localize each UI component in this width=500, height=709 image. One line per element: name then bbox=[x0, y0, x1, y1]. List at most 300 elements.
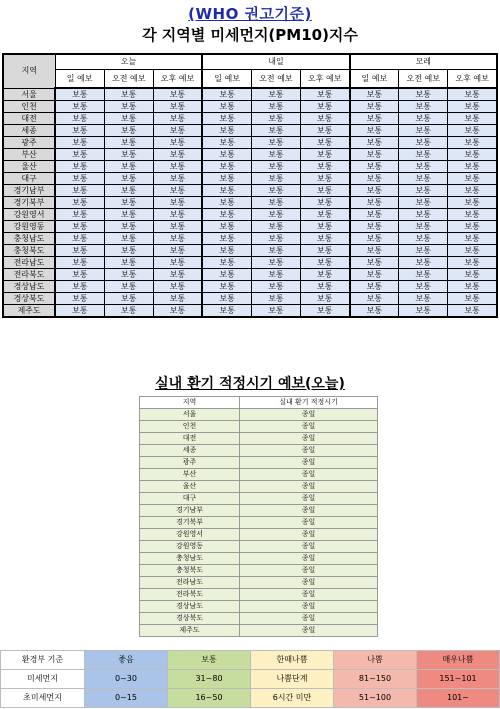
temporarily-bad-note-2 bbox=[251, 689, 334, 708]
ventilation-value: 종일 bbox=[240, 481, 378, 493]
forecast-value: 보통 bbox=[153, 113, 202, 125]
forecast-value: 보통 bbox=[202, 101, 251, 113]
region-name: 충청남도 bbox=[3, 233, 55, 245]
forecast-value: 보통 bbox=[153, 101, 202, 113]
ventilation-value: 종일 bbox=[240, 553, 378, 565]
ventilation-row bbox=[140, 565, 378, 577]
forecast-value: 보통 bbox=[399, 257, 448, 269]
ventilation-row bbox=[140, 445, 378, 457]
ventilation-row bbox=[140, 457, 378, 469]
forecast-value: 보통 bbox=[153, 293, 202, 305]
forecast-value: 보통 bbox=[350, 281, 399, 293]
forecast-row bbox=[3, 173, 497, 185]
region-name: 전라남도 bbox=[3, 257, 55, 269]
forecast-value: 보통 bbox=[448, 149, 497, 161]
period-header: 오전 예보 bbox=[399, 70, 448, 89]
forecast-value: 보통 bbox=[104, 161, 153, 173]
forecast-value: 보통 bbox=[55, 101, 104, 113]
day-header-today: 오늘 bbox=[55, 54, 202, 70]
forecast-row bbox=[3, 305, 497, 318]
ventilation-row bbox=[140, 421, 378, 433]
forecast-value: 보통 bbox=[104, 88, 153, 101]
forecast-value: 보통 bbox=[202, 245, 251, 257]
forecast-value: 보통 bbox=[251, 305, 300, 318]
ventilation-region: 경기남부 bbox=[140, 505, 240, 517]
ventilation-value: 종일 bbox=[240, 577, 378, 589]
forecast-value: 보통 bbox=[399, 101, 448, 113]
forecast-value: 보통 bbox=[300, 257, 349, 269]
ventilation-row bbox=[140, 577, 378, 589]
ventilation-region: 충청남도 bbox=[140, 553, 240, 565]
forecast-value: 보통 bbox=[251, 173, 300, 185]
ventilation-row bbox=[140, 433, 378, 445]
ventilation-region: 부산 bbox=[140, 469, 240, 481]
ventilation-value: 종일 bbox=[240, 625, 378, 637]
forecast-value: 보통 bbox=[202, 305, 251, 318]
forecast-value: 보통 bbox=[55, 245, 104, 257]
forecast-value: 보통 bbox=[104, 197, 153, 209]
forecast-value: 보통 bbox=[55, 305, 104, 318]
forecast-value: 보통 bbox=[448, 245, 497, 257]
forecast-row bbox=[3, 245, 497, 257]
forecast-value: 보통 bbox=[202, 197, 251, 209]
grade-normal: 보통 bbox=[168, 651, 251, 670]
ventilation-row bbox=[140, 469, 378, 481]
pm25-normal-range: 16~50 bbox=[168, 689, 251, 708]
forecast-row bbox=[3, 209, 497, 221]
forecast-value: 보통 bbox=[55, 293, 104, 305]
ventilation-region: 제주도 bbox=[140, 625, 240, 637]
forecast-value: 보통 bbox=[399, 245, 448, 257]
region-name: 강원영동 bbox=[3, 221, 55, 233]
forecast-value: 보통 bbox=[153, 305, 202, 318]
forecast-row bbox=[3, 125, 497, 137]
forecast-value: 보통 bbox=[350, 173, 399, 185]
forecast-value: 보통 bbox=[350, 113, 399, 125]
forecast-row bbox=[3, 185, 497, 197]
day-header-tomorrow: 내일 bbox=[202, 54, 349, 70]
forecast-value: 보통 bbox=[153, 125, 202, 137]
forecast-value: 보통 bbox=[300, 245, 349, 257]
forecast-value: 보통 bbox=[55, 233, 104, 245]
forecast-value: 보통 bbox=[448, 113, 497, 125]
pm10-very-bad-range: 151~101 bbox=[417, 670, 500, 689]
ventilation-value: 종일 bbox=[240, 505, 378, 517]
forecast-value: 보통 bbox=[300, 221, 349, 233]
pm10-bad-range: 81~150 bbox=[334, 670, 417, 689]
grade-very-bad: 매우나쁨 bbox=[417, 651, 500, 670]
forecast-row bbox=[3, 269, 497, 281]
period-header: 오전 예보 bbox=[104, 70, 153, 89]
forecast-value: 보통 bbox=[399, 221, 448, 233]
forecast-value: 보통 bbox=[448, 185, 497, 197]
forecast-value: 보통 bbox=[202, 221, 251, 233]
forecast-value: 보통 bbox=[104, 221, 153, 233]
pm25-label: 초미세먼지 bbox=[1, 689, 85, 708]
forecast-value: 보통 bbox=[104, 281, 153, 293]
forecast-row bbox=[3, 161, 497, 173]
forecast-value: 보통 bbox=[399, 293, 448, 305]
forecast-value: 보통 bbox=[350, 257, 399, 269]
period-header: 일 예보 bbox=[350, 70, 399, 89]
ventilation-table bbox=[139, 396, 378, 637]
temporarily-bad-note bbox=[251, 670, 334, 689]
ventilation-region: 대구 bbox=[140, 493, 240, 505]
forecast-value: 보통 bbox=[300, 125, 349, 137]
region-name: 경기남부 bbox=[3, 185, 55, 197]
forecast-value: 보통 bbox=[350, 101, 399, 113]
forecast-value: 보통 bbox=[399, 269, 448, 281]
forecast-value: 보통 bbox=[55, 113, 104, 125]
forecast-row bbox=[3, 281, 497, 293]
forecast-value: 보통 bbox=[399, 137, 448, 149]
forecast-value: 보통 bbox=[300, 293, 349, 305]
forecast-value: 보통 bbox=[55, 125, 104, 137]
grade-good: 좋음 bbox=[85, 651, 168, 670]
forecast-value: 보통 bbox=[399, 149, 448, 161]
forecast-value: 보통 bbox=[300, 149, 349, 161]
forecast-value: 보통 bbox=[153, 233, 202, 245]
forecast-value: 보통 bbox=[399, 281, 448, 293]
region-header: 지역 bbox=[3, 54, 55, 88]
forecast-value: 보통 bbox=[104, 137, 153, 149]
ventilation-value: 종일 bbox=[240, 529, 378, 541]
forecast-value: 보통 bbox=[448, 101, 497, 113]
forecast-value: 보통 bbox=[448, 221, 497, 233]
forecast-row bbox=[3, 197, 497, 209]
forecast-value: 보통 bbox=[448, 257, 497, 269]
region-name: 광주 bbox=[3, 137, 55, 149]
ventilation-region: 울산 bbox=[140, 481, 240, 493]
forecast-value: 보통 bbox=[300, 185, 349, 197]
forecast-value: 보통 bbox=[300, 281, 349, 293]
ventilation-row bbox=[140, 601, 378, 613]
forecast-row bbox=[3, 221, 497, 233]
ventilation-value: 종일 bbox=[240, 433, 378, 445]
forecast-value: 보통 bbox=[399, 173, 448, 185]
forecast-row bbox=[3, 137, 497, 149]
ventilation-region: 강원영동 bbox=[140, 541, 240, 553]
ventilation-row bbox=[140, 493, 378, 505]
forecast-value: 보통 bbox=[300, 113, 349, 125]
forecast-value: 보통 bbox=[202, 269, 251, 281]
forecast-value: 보통 bbox=[153, 197, 202, 209]
ventilation-row bbox=[140, 409, 378, 421]
forecast-value: 보통 bbox=[251, 269, 300, 281]
forecast-value: 보통 bbox=[350, 269, 399, 281]
grade-bad: 나쁨 bbox=[334, 651, 417, 670]
forecast-value: 보통 bbox=[202, 173, 251, 185]
period-header: 일 예보 bbox=[55, 70, 104, 89]
ventilation-region: 경상북도 bbox=[140, 613, 240, 625]
ventilation-region: 인천 bbox=[140, 421, 240, 433]
forecast-value: 보통 bbox=[153, 269, 202, 281]
ventilation-row bbox=[140, 517, 378, 529]
forecast-value: 보통 bbox=[399, 113, 448, 125]
forecast-value: 보통 bbox=[300, 305, 349, 318]
forecast-value: 보통 bbox=[251, 185, 300, 197]
forecast-value: 보통 bbox=[350, 293, 399, 305]
ventilation-value: 종일 bbox=[240, 613, 378, 625]
ventilation-region: 서울 bbox=[140, 409, 240, 421]
forecast-value: 보통 bbox=[350, 88, 399, 101]
forecast-value: 보통 bbox=[350, 233, 399, 245]
forecast-value: 보통 bbox=[350, 161, 399, 173]
forecast-value: 보통 bbox=[399, 185, 448, 197]
forecast-value: 보통 bbox=[153, 209, 202, 221]
forecast-value: 보통 bbox=[251, 281, 300, 293]
ventilation-value: 종일 bbox=[240, 541, 378, 553]
day-header-after-tomorrow: 모레 bbox=[350, 54, 497, 70]
forecast-value: 보통 bbox=[251, 149, 300, 161]
forecast-value: 보통 bbox=[448, 269, 497, 281]
forecast-value: 보통 bbox=[300, 161, 349, 173]
forecast-value: 보통 bbox=[300, 173, 349, 185]
forecast-value: 보통 bbox=[104, 101, 153, 113]
forecast-value: 보통 bbox=[104, 305, 153, 318]
forecast-value: 보통 bbox=[251, 137, 300, 149]
forecast-value: 보통 bbox=[251, 257, 300, 269]
forecast-value: 보통 bbox=[104, 233, 153, 245]
region-name: 부산 bbox=[3, 149, 55, 161]
forecast-value: 보통 bbox=[251, 221, 300, 233]
forecast-row bbox=[3, 257, 497, 269]
forecast-value: 보통 bbox=[251, 88, 300, 101]
ventilation-row bbox=[140, 613, 378, 625]
forecast-value: 보통 bbox=[153, 149, 202, 161]
forecast-value: 보통 bbox=[104, 293, 153, 305]
forecast-value: 보통 bbox=[153, 221, 202, 233]
forecast-row bbox=[3, 233, 497, 245]
forecast-value: 보통 bbox=[300, 269, 349, 281]
forecast-value: 보통 bbox=[448, 233, 497, 245]
forecast-value: 보통 bbox=[202, 293, 251, 305]
forecast-value: 보통 bbox=[350, 137, 399, 149]
legend-table bbox=[0, 650, 500, 708]
forecast-value: 보통 bbox=[202, 233, 251, 245]
forecast-value: 보통 bbox=[399, 88, 448, 101]
ventilation-region: 광주 bbox=[140, 457, 240, 469]
region-name: 전라북도 bbox=[3, 269, 55, 281]
ventilation-row bbox=[140, 505, 378, 517]
region-name: 대전 bbox=[3, 113, 55, 125]
ventilation-value: 종일 bbox=[240, 565, 378, 577]
forecast-value: 보통 bbox=[153, 137, 202, 149]
forecast-value: 보통 bbox=[350, 125, 399, 137]
forecast-value: 보통 bbox=[251, 245, 300, 257]
forecast-row bbox=[3, 101, 497, 113]
forecast-value: 보통 bbox=[300, 101, 349, 113]
forecast-value: 보통 bbox=[300, 233, 349, 245]
forecast-value: 보통 bbox=[448, 281, 497, 293]
forecast-value: 보통 bbox=[202, 185, 251, 197]
forecast-value: 보통 bbox=[55, 173, 104, 185]
forecast-value: 보통 bbox=[153, 281, 202, 293]
forecast-value: 보통 bbox=[448, 197, 497, 209]
forecast-value: 보통 bbox=[55, 88, 104, 101]
ventilation-row bbox=[140, 529, 378, 541]
forecast-value: 보통 bbox=[448, 161, 497, 173]
forecast-value: 보통 bbox=[300, 197, 349, 209]
forecast-value: 보통 bbox=[153, 245, 202, 257]
who-standard-title: (WHO 권고기준) bbox=[188, 5, 312, 23]
forecast-value: 보통 bbox=[399, 305, 448, 318]
ventilation-row bbox=[140, 541, 378, 553]
forecast-value: 보통 bbox=[55, 209, 104, 221]
forecast-value: 보통 bbox=[202, 281, 251, 293]
forecast-value: 보통 bbox=[104, 149, 153, 161]
ventilation-header-region: 지역 bbox=[140, 397, 240, 409]
forecast-value: 보통 bbox=[55, 221, 104, 233]
forecast-value: 보통 bbox=[104, 257, 153, 269]
forecast-value: 보통 bbox=[153, 257, 202, 269]
forecast-value: 보통 bbox=[350, 185, 399, 197]
forecast-value: 보통 bbox=[55, 149, 104, 161]
temporarily-bad-note-line2: 6시간 미만 bbox=[272, 693, 312, 702]
ventilation-region: 충청북도 bbox=[140, 565, 240, 577]
pm10-normal-range: 31~80 bbox=[168, 670, 251, 689]
forecast-value: 보통 bbox=[251, 233, 300, 245]
forecast-value: 보통 bbox=[448, 125, 497, 137]
forecast-value: 보통 bbox=[448, 209, 497, 221]
region-name: 제주도 bbox=[3, 305, 55, 318]
ventilation-row bbox=[140, 481, 378, 493]
pm25-bad-range: 51~100 bbox=[334, 689, 417, 708]
forecast-value: 보통 bbox=[350, 197, 399, 209]
forecast-value: 보통 bbox=[55, 161, 104, 173]
forecast-value: 보통 bbox=[448, 88, 497, 101]
ventilation-value: 종일 bbox=[240, 409, 378, 421]
page-title: 각 지역별 미세먼지(PM10)지수 bbox=[142, 26, 358, 44]
forecast-value: 보통 bbox=[104, 173, 153, 185]
region-name: 충청북도 bbox=[3, 245, 55, 257]
region-name: 경상북도 bbox=[3, 293, 55, 305]
forecast-value: 보통 bbox=[104, 209, 153, 221]
forecast-value: 보통 bbox=[153, 88, 202, 101]
forecast-value: 보통 bbox=[448, 137, 497, 149]
forecast-value: 보통 bbox=[202, 137, 251, 149]
forecast-value: 보통 bbox=[55, 137, 104, 149]
region-name: 경상남도 bbox=[3, 281, 55, 293]
region-name: 울산 bbox=[3, 161, 55, 173]
forecast-value: 보통 bbox=[104, 113, 153, 125]
region-name: 서울 bbox=[3, 88, 55, 101]
ventilation-region: 강원영서 bbox=[140, 529, 240, 541]
pm10-label: 미세먼지 bbox=[1, 670, 85, 689]
forecast-row bbox=[3, 113, 497, 125]
ventilation-region: 대전 bbox=[140, 433, 240, 445]
forecast-value: 보통 bbox=[104, 125, 153, 137]
forecast-value: 보통 bbox=[55, 257, 104, 269]
forecast-value: 보통 bbox=[202, 149, 251, 161]
ventilation-title: 실내 환기 적정시기 예보(오늘) bbox=[155, 376, 345, 392]
ventilation-region: 세종 bbox=[140, 445, 240, 457]
forecast-value: 보통 bbox=[448, 173, 497, 185]
period-header: 오전 예보 bbox=[251, 70, 300, 89]
forecast-value: 보통 bbox=[448, 305, 497, 318]
forecast-value: 보통 bbox=[251, 113, 300, 125]
ventilation-value: 종일 bbox=[240, 601, 378, 613]
region-name: 강원영서 bbox=[3, 209, 55, 221]
forecast-value: 보통 bbox=[350, 221, 399, 233]
forecast-value: 보통 bbox=[399, 197, 448, 209]
forecast-value: 보통 bbox=[251, 209, 300, 221]
forecast-value: 보통 bbox=[300, 137, 349, 149]
ventilation-value: 종일 bbox=[240, 517, 378, 529]
forecast-value: 보통 bbox=[153, 185, 202, 197]
forecast-value: 보통 bbox=[104, 245, 153, 257]
forecast-value: 보통 bbox=[350, 305, 399, 318]
forecast-value: 보통 bbox=[350, 245, 399, 257]
ventilation-row bbox=[140, 589, 378, 601]
forecast-table bbox=[2, 53, 498, 318]
forecast-value: 보통 bbox=[202, 209, 251, 221]
forecast-value: 보통 bbox=[55, 269, 104, 281]
forecast-value: 보통 bbox=[350, 149, 399, 161]
ventilation-value: 종일 bbox=[240, 445, 378, 457]
forecast-value: 보통 bbox=[202, 257, 251, 269]
ventilation-region: 경상남도 bbox=[140, 601, 240, 613]
forecast-value: 보통 bbox=[399, 209, 448, 221]
ventilation-region: 전라북도 bbox=[140, 589, 240, 601]
forecast-value: 보통 bbox=[55, 281, 104, 293]
forecast-value: 보통 bbox=[251, 293, 300, 305]
forecast-row bbox=[3, 88, 497, 101]
legend-header-label: 환경부 기준 bbox=[1, 651, 85, 670]
region-name: 경기북부 bbox=[3, 197, 55, 209]
region-name: 대구 bbox=[3, 173, 55, 185]
forecast-value: 보통 bbox=[350, 209, 399, 221]
forecast-row bbox=[3, 293, 497, 305]
forecast-value: 보통 bbox=[251, 101, 300, 113]
period-header: 오후 예보 bbox=[153, 70, 202, 89]
forecast-value: 보통 bbox=[300, 88, 349, 101]
ventilation-region: 경기북부 bbox=[140, 517, 240, 529]
forecast-value: 보통 bbox=[251, 197, 300, 209]
forecast-row bbox=[3, 149, 497, 161]
forecast-value: 보통 bbox=[448, 293, 497, 305]
forecast-value: 보통 bbox=[153, 173, 202, 185]
temporarily-bad-note-line1: 나쁨단계 bbox=[276, 674, 308, 683]
pm25-very-bad-range: 101~ bbox=[417, 689, 500, 708]
ventilation-value: 종일 bbox=[240, 469, 378, 481]
region-name: 인천 bbox=[3, 101, 55, 113]
ventilation-header-timing: 실내 환기 적정시기 bbox=[240, 397, 378, 409]
forecast-value: 보통 bbox=[202, 88, 251, 101]
ventilation-value: 종일 bbox=[240, 589, 378, 601]
period-header: 오후 예보 bbox=[448, 70, 497, 89]
ventilation-value: 종일 bbox=[240, 421, 378, 433]
forecast-value: 보통 bbox=[251, 125, 300, 137]
ventilation-value: 종일 bbox=[240, 457, 378, 469]
forecast-value: 보통 bbox=[202, 113, 251, 125]
pm10-good-range: 0~30 bbox=[85, 670, 168, 689]
forecast-value: 보통 bbox=[251, 161, 300, 173]
forecast-value: 보통 bbox=[55, 185, 104, 197]
ventilation-row bbox=[140, 625, 378, 637]
forecast-value: 보통 bbox=[202, 161, 251, 173]
forecast-value: 보통 bbox=[399, 233, 448, 245]
pm25-good-range: 0~15 bbox=[85, 689, 168, 708]
forecast-value: 보통 bbox=[153, 161, 202, 173]
period-header: 일 예보 bbox=[202, 70, 251, 89]
ventilation-row bbox=[140, 553, 378, 565]
ventilation-value: 종일 bbox=[240, 493, 378, 505]
grade-temporarily-bad: 한때나쁨 bbox=[251, 651, 334, 670]
forecast-value: 보통 bbox=[399, 161, 448, 173]
forecast-value: 보통 bbox=[104, 269, 153, 281]
forecast-value: 보통 bbox=[104, 185, 153, 197]
